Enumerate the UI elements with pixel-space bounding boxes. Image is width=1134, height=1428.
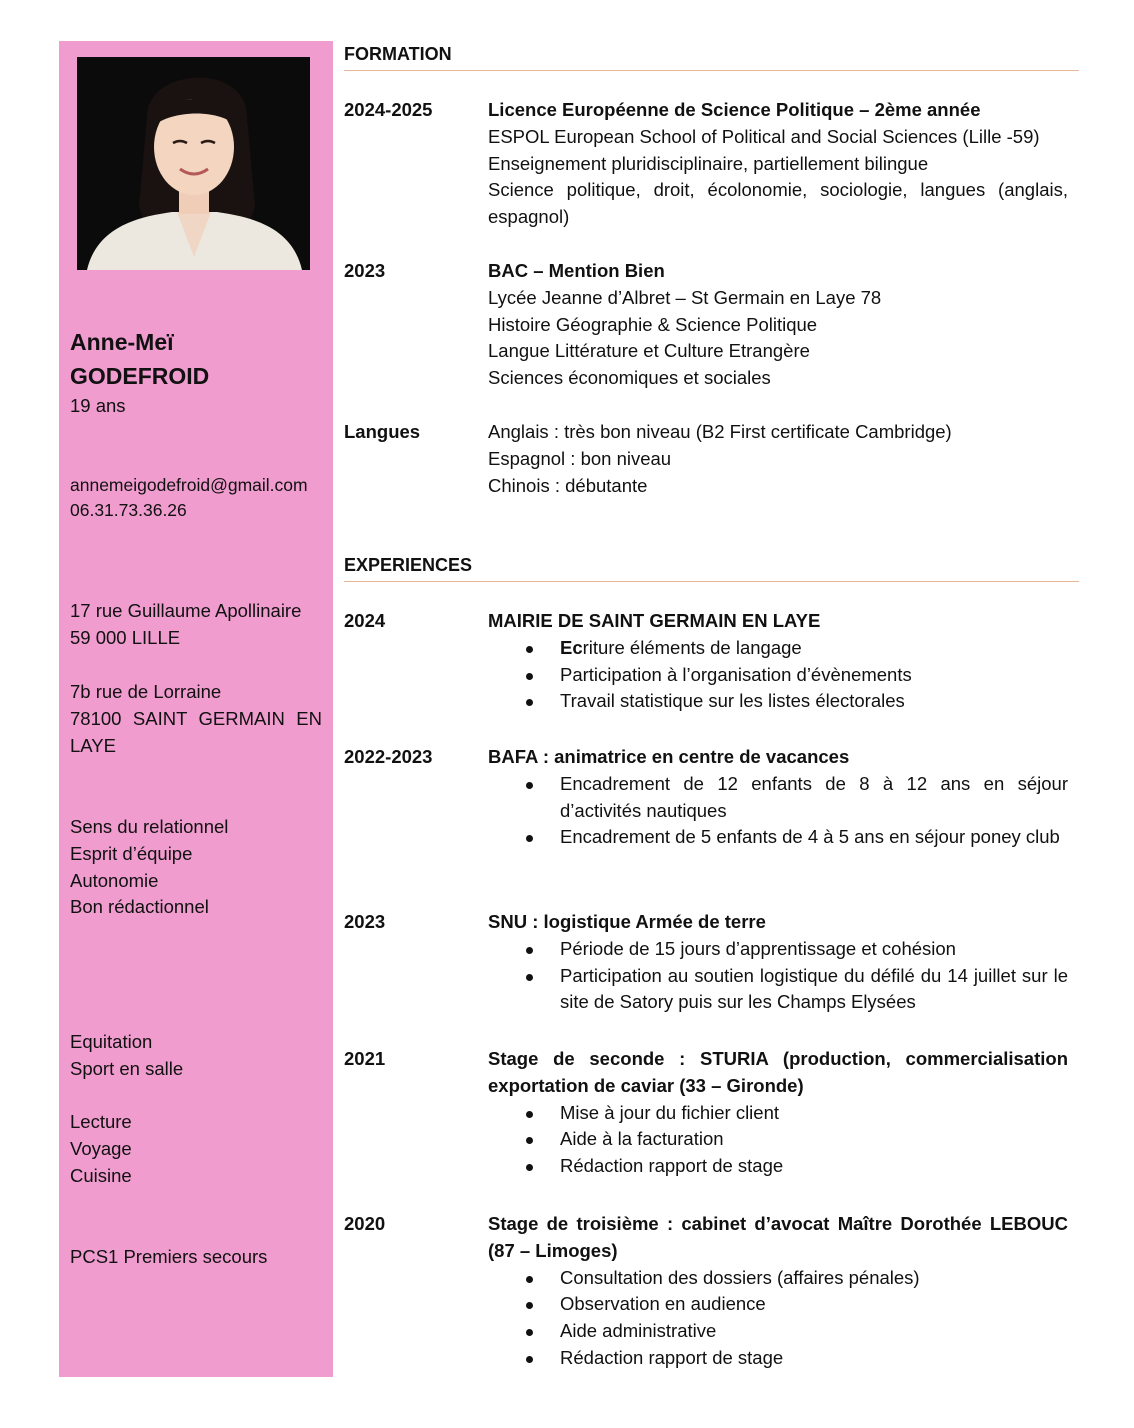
quality-item: Autonomie — [70, 869, 159, 891]
hobbies-list — [70, 1109, 132, 1189]
first-name: Anne-Meï — [70, 329, 174, 355]
portrait-illustration — [77, 57, 310, 270]
bullet-item: Rédaction rapport de stage — [488, 1345, 1068, 1372]
entry-date: 2021 — [344, 1048, 386, 1069]
address-line: 7b rue de Lorraine — [70, 681, 222, 702]
entry-line: Enseignement pluridisciplinaire, partiellement bilingue — [488, 152, 929, 174]
entry-content — [488, 744, 1068, 851]
hobby-item: Lecture — [70, 1111, 132, 1132]
contact-block — [70, 473, 308, 523]
bullet-item: Encadrement de 12 enfants de 8 à 12 ans en séjour d’activités nautiques — [488, 771, 1068, 825]
entry-content — [488, 1211, 1068, 1372]
bullet-item: Participation au soutien logistique du défilé du 14 juillet sur le site de Satory puis sur les Champs Elysées — [488, 963, 1068, 1017]
address-line: LAYE — [70, 734, 116, 756]
address-line: 17 rue Guillaume Apollinaire — [70, 600, 302, 621]
entry-heading: BAFA : animatrice en centre de vacances — [488, 746, 850, 767]
entry-line: ESPOL European School of Political and Social Sciences (Lille -59) — [488, 125, 1040, 147]
bullet-list — [488, 1265, 1068, 1372]
sport-item: Sport en salle — [70, 1057, 184, 1079]
language-line: Chinois : débutante — [488, 474, 648, 496]
bullet-item: Observation en audience — [488, 1291, 1068, 1318]
sport-item: Equitation — [70, 1031, 153, 1052]
bullet-item: Travail statistique sur les listes électorales — [488, 688, 1068, 715]
entry-date: 2020 — [344, 1213, 386, 1234]
formation-title: FORMATION — [344, 44, 1079, 71]
bullet-item: Mise à jour du fichier client — [488, 1100, 1068, 1127]
certification-item: PCS1 Premiers secours — [70, 1246, 268, 1267]
entry-date: Langues — [344, 421, 421, 442]
entry-content — [488, 419, 1068, 499]
qualities-list — [70, 814, 228, 921]
bullet-item: Encadrement de 5 enfants de 4 à 5 ans en séjour poney club — [488, 824, 1068, 851]
entry-line: Langue Littérature et Culture Etrangère — [488, 340, 810, 362]
entry-line: Sciences économiques et sociales — [488, 367, 771, 389]
main-content — [344, 0, 1079, 1428]
bullet-item — [488, 635, 1068, 662]
entry-heading: SNU : logistique Armée de terre — [488, 911, 766, 932]
entry-date: 2023 — [344, 911, 386, 932]
entry-date: 2023 — [344, 260, 386, 281]
phone: 06.31.73.36.26 — [70, 500, 187, 520]
entry-line: Science politique, droit, écolonomie, sociologie, langues (anglais, espagnol) — [488, 179, 1068, 228]
entry-content — [488, 909, 1068, 1016]
entry-heading: Stage de troisième : cabinet d’avocat Maître Dorothée LEBOUC (87 – Limoges) — [488, 1213, 1068, 1261]
experiences-title: EXPERIENCES — [344, 555, 1079, 582]
quality-item: Esprit d’équipe — [70, 842, 193, 864]
profile-photo — [77, 57, 310, 270]
hobby-item: Cuisine — [70, 1164, 132, 1186]
bullet-list — [488, 1100, 1068, 1180]
entry-heading: BAC – Mention Bien — [488, 260, 665, 281]
bullet-list — [488, 771, 1068, 851]
address-line: 78100 SAINT GERMAIN EN — [70, 707, 322, 729]
entry-heading: Licence Européenne de Science Politique – 2ème année — [488, 99, 981, 120]
entry-heading: Stage de seconde : STURIA (production, commercialisation exportation de caviar (33 – Gironde) — [488, 1048, 1068, 1096]
bullet-item: Rédaction rapport de stage — [488, 1153, 1068, 1180]
bullet-bold-prefix: Ec — [560, 636, 583, 658]
language-line: Espagnol : bon niveau — [488, 447, 672, 469]
hobby-item: Voyage — [70, 1137, 132, 1159]
language-line: Anglais : très bon niveau (B2 First certificate Cambridge) — [488, 421, 952, 442]
bullet-item: Aide administrative — [488, 1318, 1068, 1345]
quality-item: Bon rédactionnel — [70, 896, 209, 918]
email[interactable]: annemeigodefroid@gmail.com — [70, 475, 308, 495]
address-secondary — [70, 679, 322, 759]
bullet-item: Période de 15 jours d’apprentissage et cohésion — [488, 936, 1068, 963]
entry-content — [488, 1046, 1068, 1180]
address-primary — [70, 598, 322, 652]
bullet-item: Participation à l’organisation d’évènements — [488, 662, 1068, 689]
entry-heading: MAIRIE DE SAINT GERMAIN EN LAYE — [488, 610, 821, 631]
entry-date: 2022-2023 — [344, 746, 433, 767]
age: 19 ans — [70, 395, 126, 416]
address-line: 59 000 LILLE — [70, 626, 181, 648]
entry-line: Histoire Géographie & Science Politique — [488, 313, 818, 335]
bullet-item: Consultation des dossiers (affaires pénales) — [488, 1265, 1068, 1292]
entry-content — [488, 608, 1068, 715]
entry-content — [488, 258, 1068, 392]
entry-line: Lycée Jeanne d’Albret – St Germain en Laye 78 — [488, 286, 882, 308]
entry-date: 2024 — [344, 610, 386, 631]
quality-item: Sens du relationnel — [70, 816, 229, 837]
bullet-list — [488, 635, 1068, 715]
bullet-text: riture éléments de langage — [582, 636, 802, 658]
name-block — [70, 325, 209, 420]
bullet-list — [488, 936, 1068, 1016]
entry-content — [488, 97, 1068, 231]
certification — [70, 1244, 267, 1271]
bullet-item: Aide à la facturation — [488, 1126, 1068, 1153]
sports-list — [70, 1029, 183, 1083]
last-name: GODEFROID — [70, 363, 210, 389]
entry-date: 2024-2025 — [344, 99, 433, 120]
sidebar — [59, 41, 333, 1377]
